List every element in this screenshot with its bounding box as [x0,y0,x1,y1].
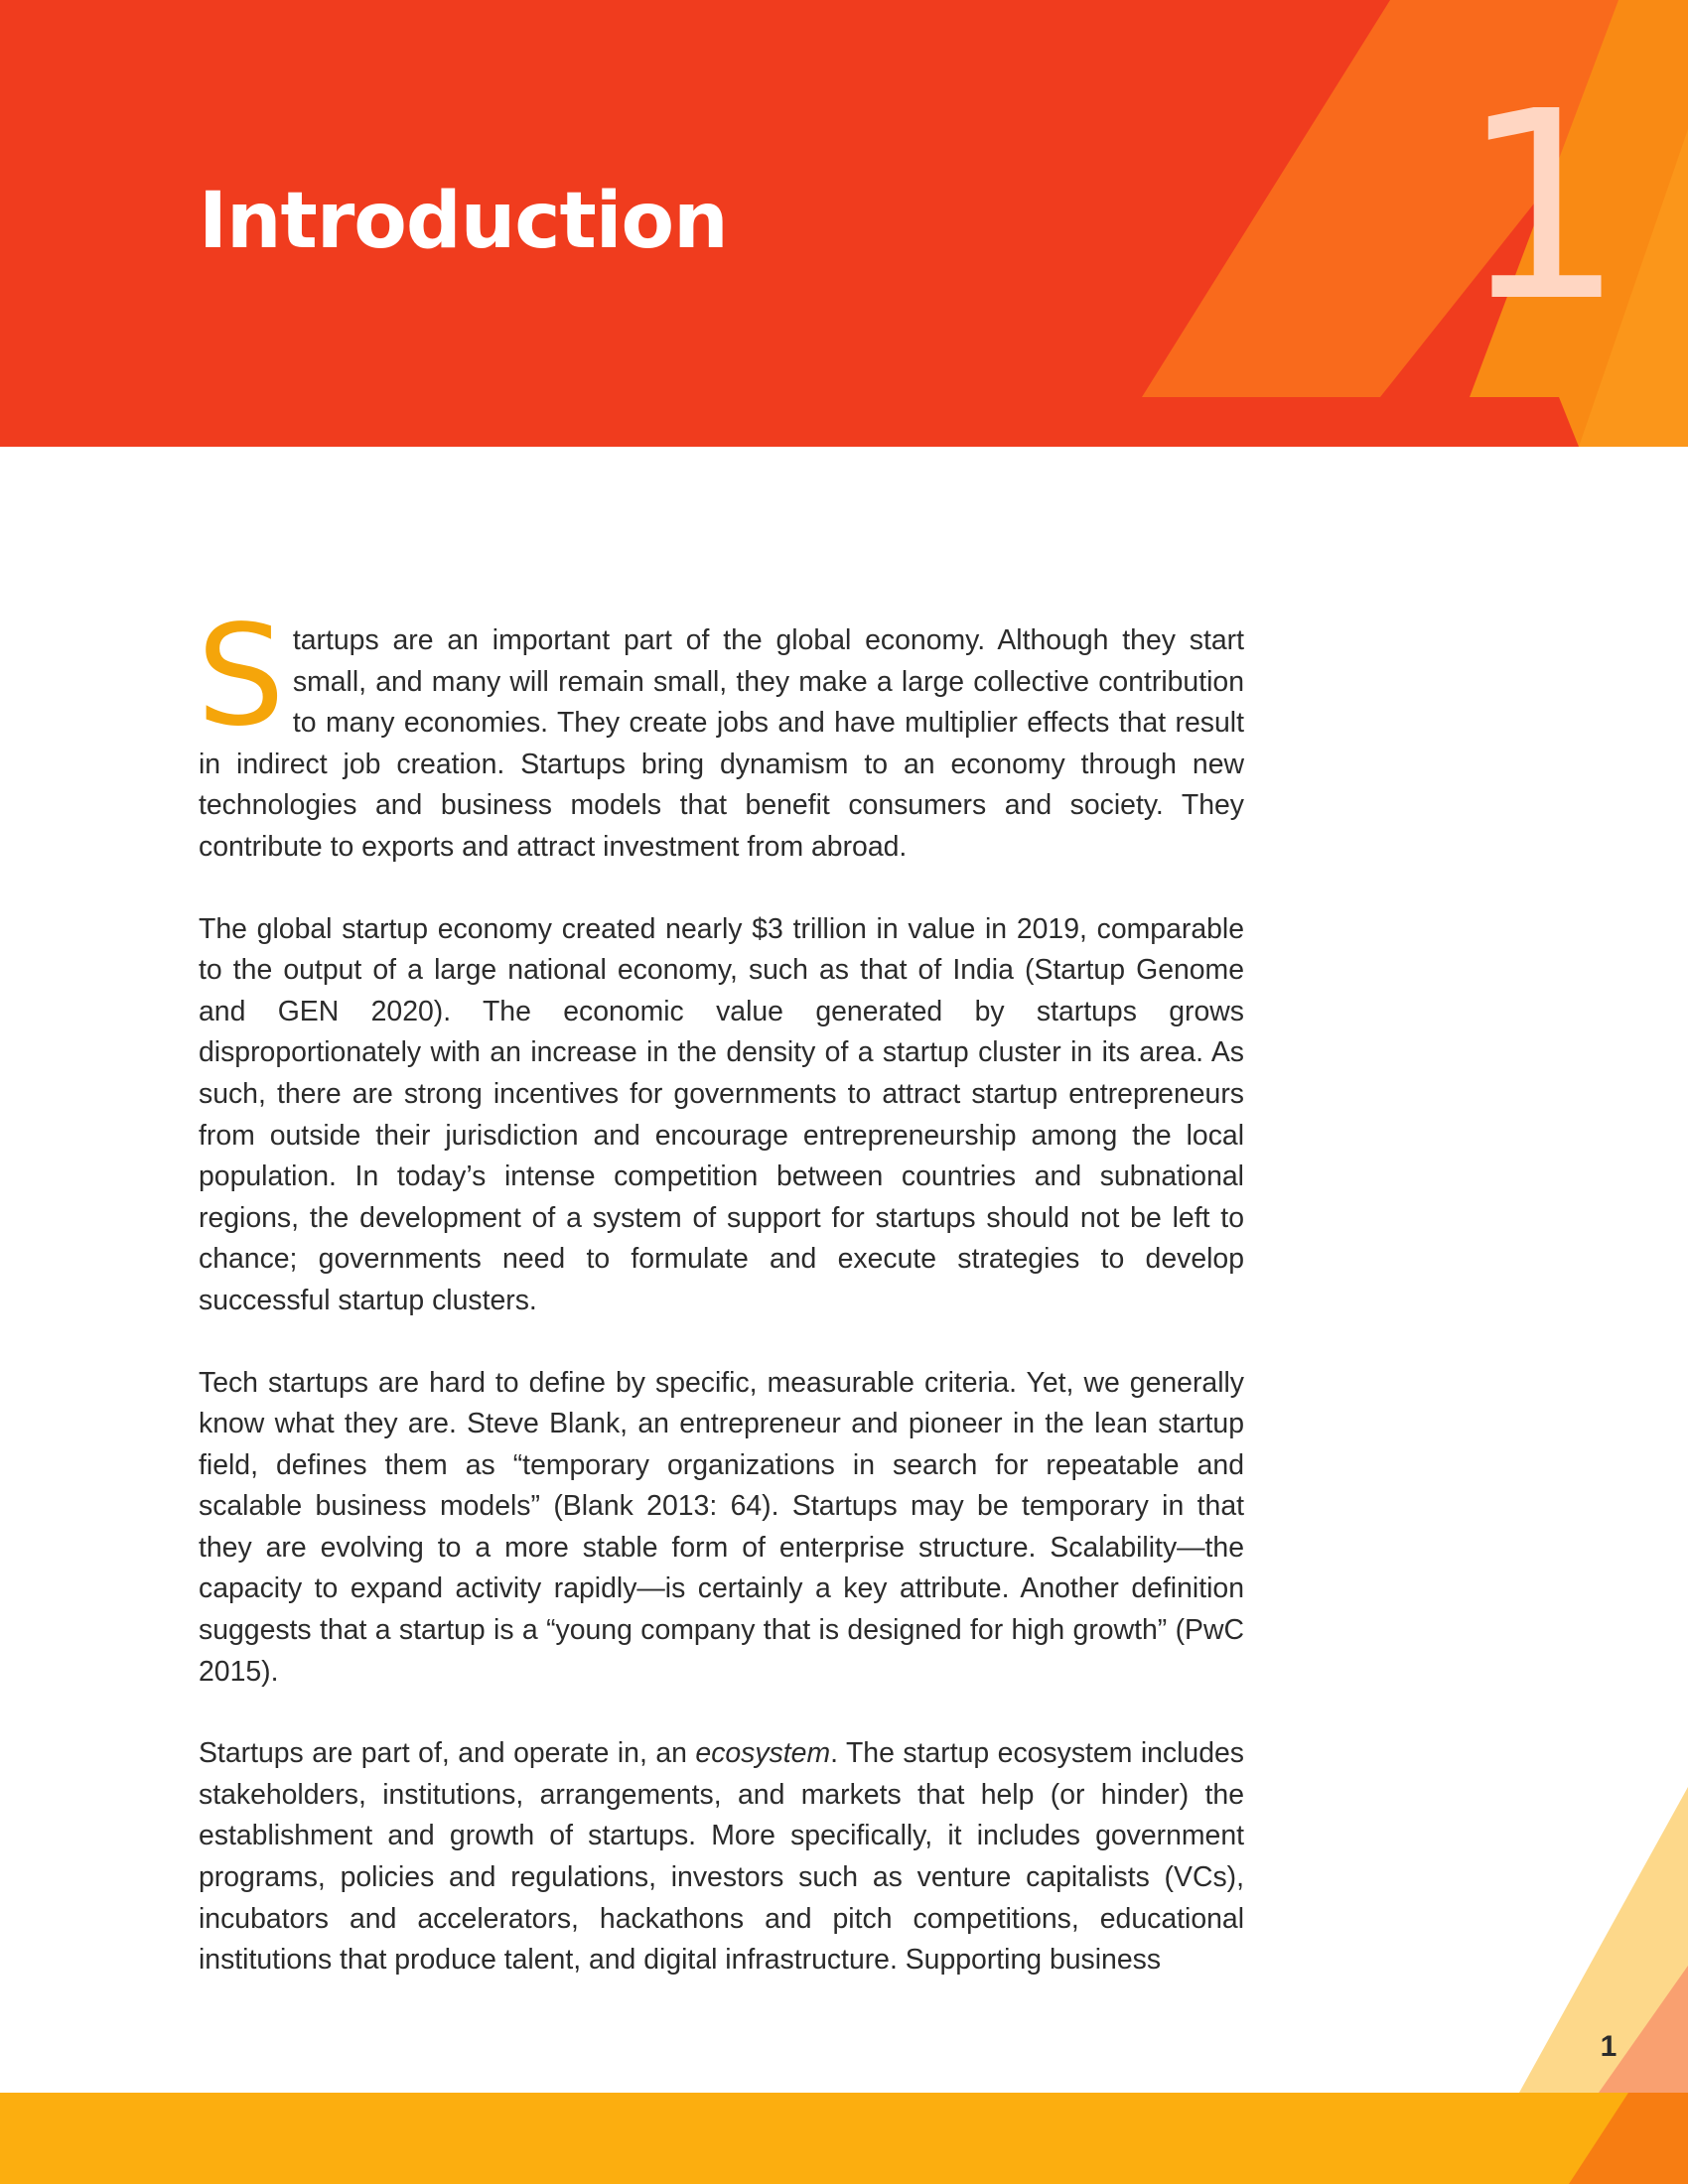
paragraph-4-text-rest: . The startup ecosystem includes stakeholders, institutions, arrangements, and markets that help (or hinder) the establishment and growth of startups. More specifically, it includes government programs, policies and regulations, investors such as venture capitalists (VCs), incubators and accelerators, hackathons and pitch competitions, educational institutions that produce talent, and digital infrastructure. Supporting business [199,1737,1244,1977]
footer-stripe-dark-orange [1569,2093,1688,2184]
paragraph-3: Tech startups are hard to define by specific, measurable criteria. Yet, we generally know what they are. Steve Blank, an entrepreneur and pioneer in the lean startup field, defines them as “temporary organizations in search for repeatable and scalable business models” (Blank 2013: 64). Startups may be temporary in that they are evolving to a more stable form of enterprise structure. Scalability—the capacity to expand activity rapidly—is certainly a key attribute. Another definition suggests that a startup is a “young company that is designed for high growth” (PwC 2015). [199,1366,1244,1688]
chapter-number: 1 [1460,56,1625,358]
footer-band [0,2093,1688,2184]
drop-cap: S [197,596,285,757]
paragraph-4-italic: ecosystem [695,1737,831,1770]
chapter-title: Introduction [199,177,728,266]
paragraph-4-text-start: Startups are part of, and operate in, an [199,1737,696,1770]
paragraph-2: The global startup economy created nearly $3 trillion in value in 2019, comparable to the output of a large national economy, such as that of India (Startup Genome and GEN 2020). The economic value generated by startups grows disproportionately with an increase in the density of a startup cluster in its area. As such, there are strong incentives for governments to attract startup entrepreneurs from outside their jurisdiction and encourage entrepreneurship among the local population. In today’s intense competition between countries and subnational regions, the development of a system of support for startups should not be left to chance; governments need to formulate and execute strategies to develop successful startup clusters. [199,912,1244,1316]
paragraph-1-text: tartups are an important part of the global economy. Although they start small, and many will remain small, they make a large collective contribution to many economies. They create jobs and have multiplier effects that result in indirect job creation. Startups bring dynamism to an economy through new technologies and business models that benefit consumers and society. They contribute to exports and attract investment from abroad. [199,624,1244,863]
footer-band-decoration [0,2093,1688,2184]
page-number: 1 [1600,2030,1618,2063]
